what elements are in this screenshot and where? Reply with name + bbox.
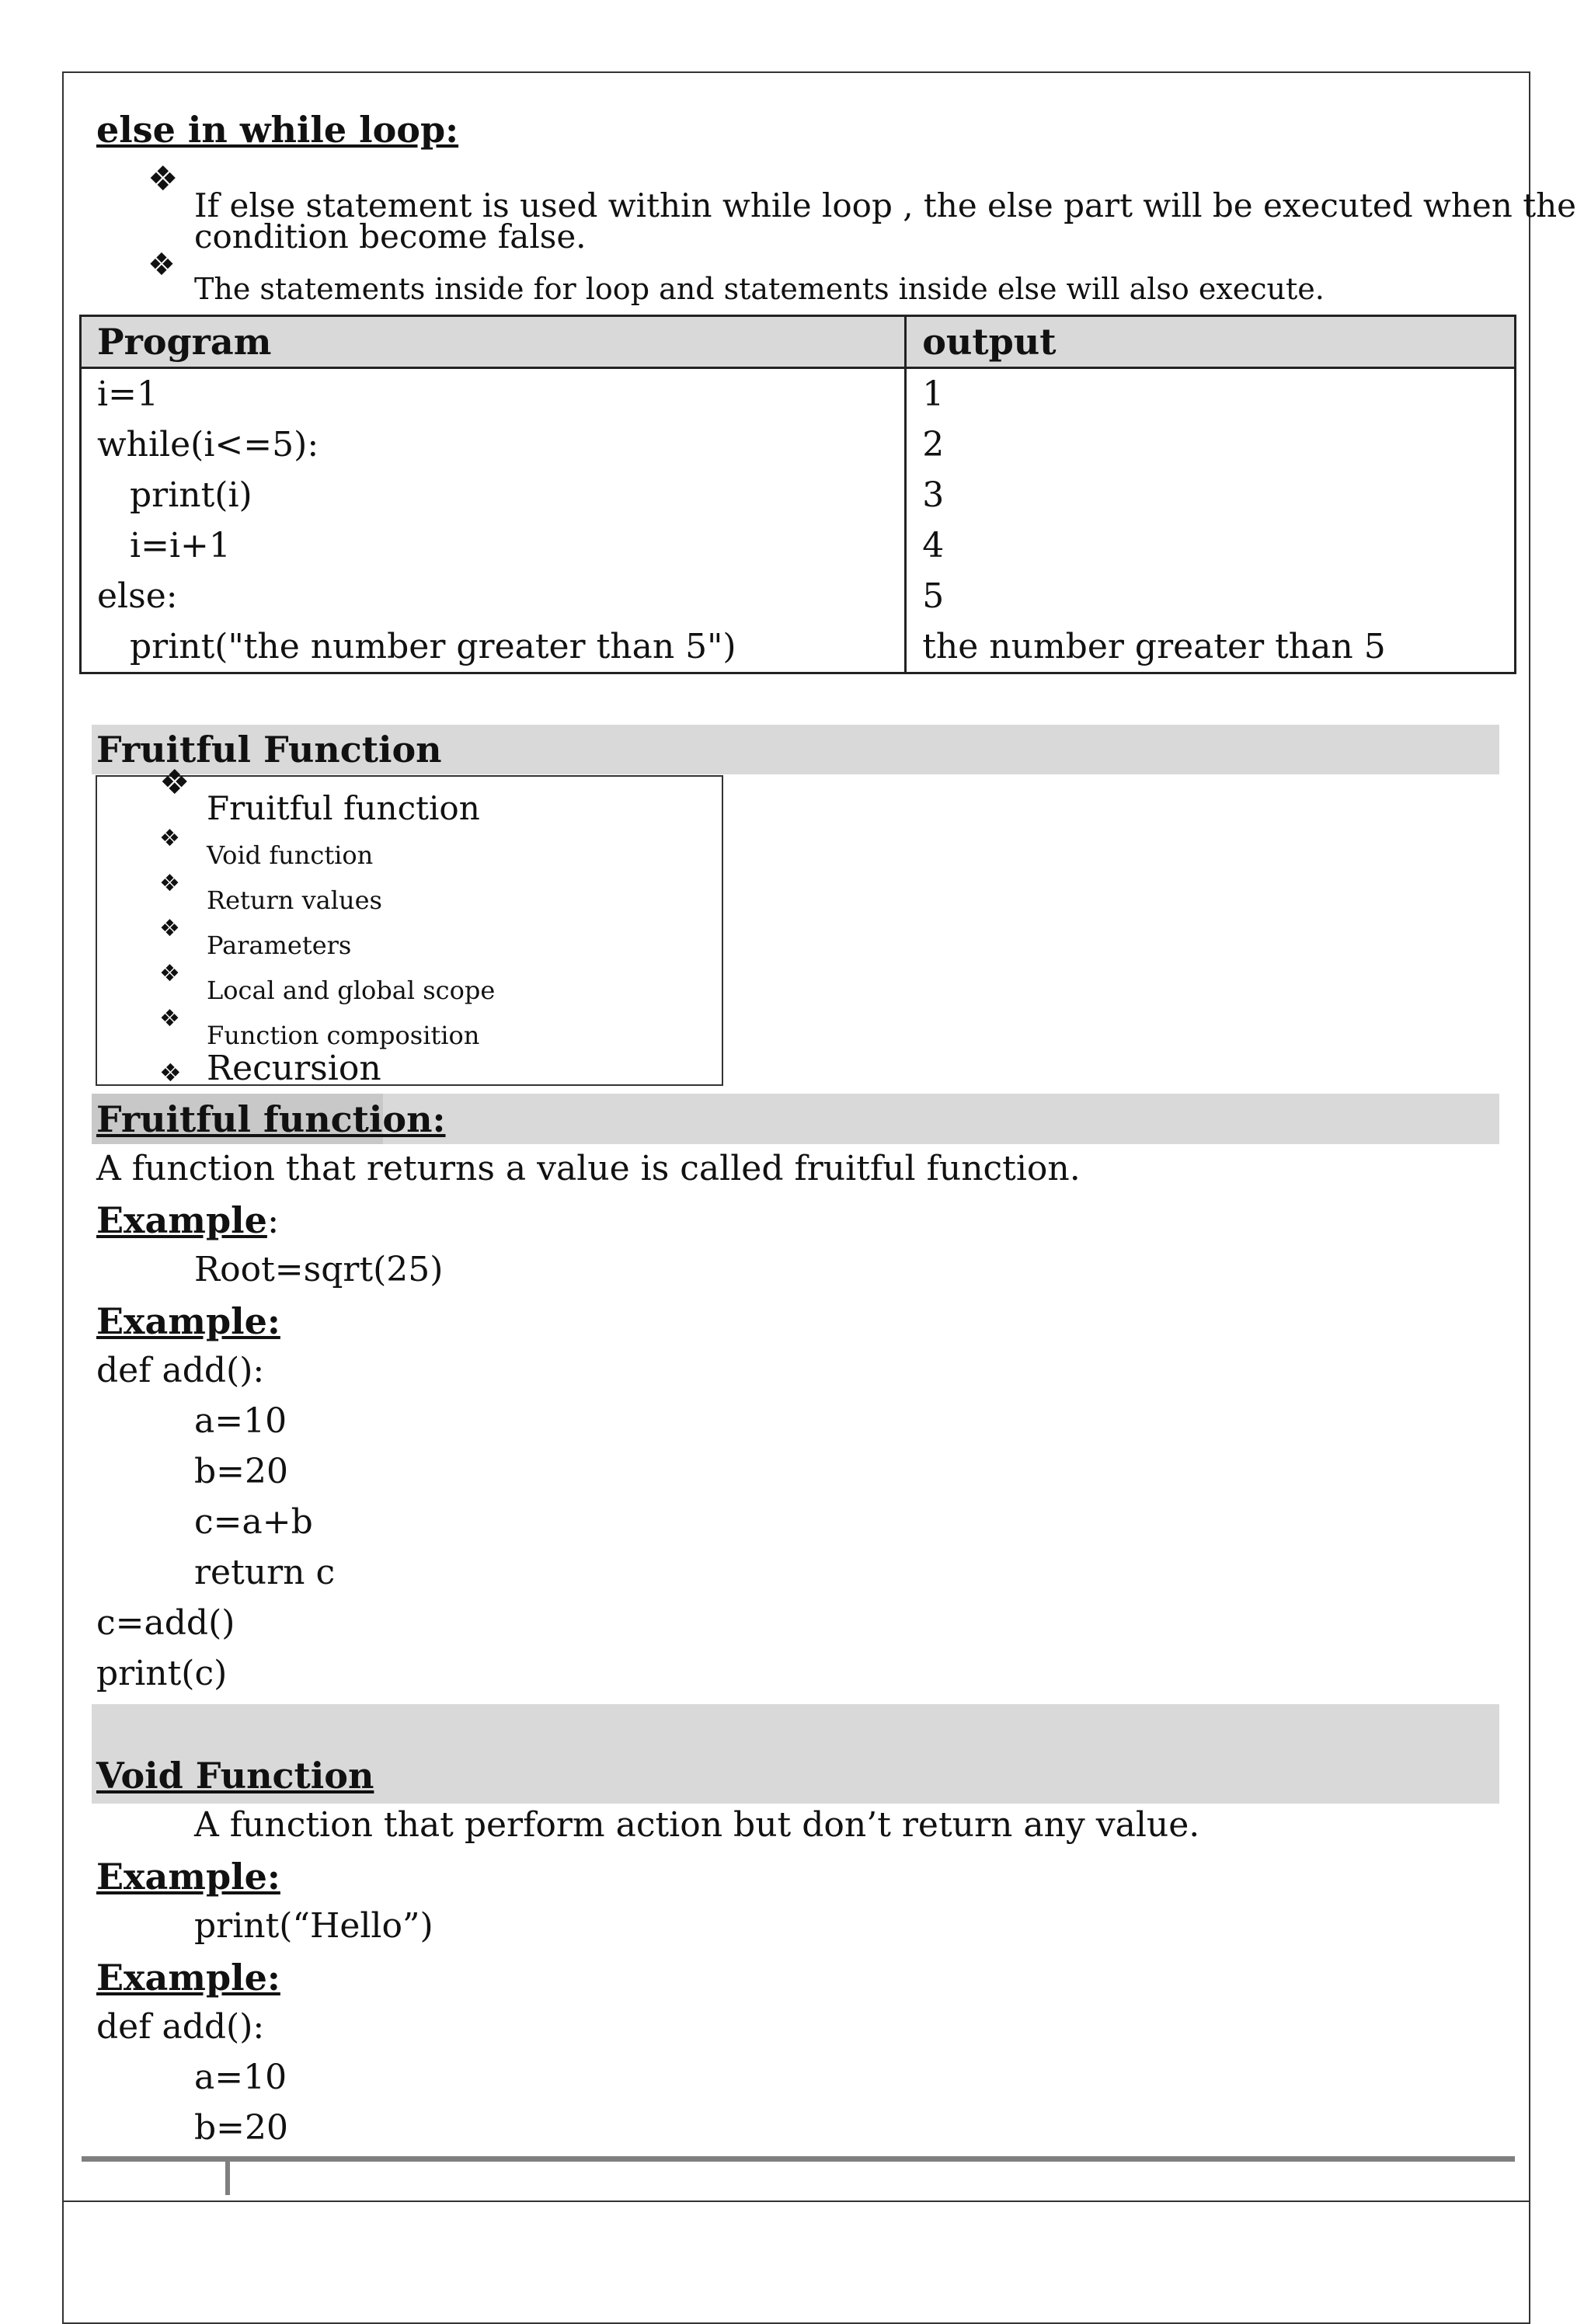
code-line: def add(): [96, 2007, 265, 2047]
example-label-colon: : [266, 1199, 280, 1241]
program-cell: else: [81, 571, 906, 621]
table-row [81, 520, 1516, 571]
code-line: c=add() [96, 1603, 235, 1643]
code-line: print(c) [96, 1654, 228, 1693]
bullet-icon: ❖ [159, 915, 180, 942]
bullet-icon: ❖ [159, 870, 180, 897]
table-row [81, 470, 1516, 520]
program-cell: i=1 [81, 368, 906, 420]
example-label: Example: [96, 1856, 280, 1898]
table-row [81, 419, 1516, 470]
topic-list-item: Fruitful function [207, 789, 480, 827]
output-cell: 3 [906, 470, 1516, 520]
output-cell: 5 [906, 571, 1516, 621]
definition-text: A function that returns a value is called fruitful function. [96, 1149, 1081, 1188]
code-line: a=10 [194, 1401, 287, 1441]
bullet-text: The statements inside for loop and statements inside else will also execute. [194, 272, 1325, 306]
footer-rule [82, 2156, 1515, 2162]
page-bottom-border [62, 2200, 1530, 2202]
example-label: Example: [96, 1957, 280, 1999]
section-heading-fruitful: Fruitful Function [96, 729, 442, 771]
table-header-program: Program [81, 316, 906, 368]
section-heading-fruitful-def: Fruitful function: [96, 1098, 446, 1140]
topic-list-item: Parameters [207, 931, 352, 960]
bullet-text: If else statement is used within while loop , the else part will be executed when the [194, 186, 1576, 224]
footer-tick [225, 2159, 230, 2195]
example-label: Example: [96, 1300, 280, 1342]
table-row [81, 621, 1516, 673]
output-cell: 4 [906, 520, 1516, 571]
code-line: a=10 [194, 2058, 287, 2097]
section-heading-void: Void Function [96, 1755, 374, 1797]
definition-text: A function that perform action but don’t return any value. [194, 1805, 1200, 1845]
topic-list-item: Void function [207, 840, 374, 870]
program-cell [81, 520, 906, 571]
example-code: Root=sqrt(25) [194, 1250, 444, 1289]
bullet-icon: ❖ [148, 159, 179, 199]
bullet-icon: ❖ [159, 825, 180, 852]
topic-list-item: Return values [207, 885, 382, 915]
example-label [96, 1199, 279, 1241]
bullet-icon: ❖ [159, 960, 180, 987]
example-code: print(“Hello”) [194, 1906, 433, 1946]
output-cell: the number greater than 5 [906, 621, 1516, 673]
program-output-table [79, 315, 1516, 674]
program-code: print(i) [130, 475, 252, 515]
program-code: i=i+1 [130, 526, 231, 565]
bullet-icon: ❖ [159, 763, 190, 802]
table-row [81, 571, 1516, 621]
bullet-icon: ❖ [148, 247, 176, 283]
bullet-text-continued: condition become false. [194, 217, 587, 256]
topic-list-item: Local and global scope [207, 976, 496, 1005]
output-cell: 1 [906, 368, 1516, 420]
program-cell [81, 470, 906, 520]
table-row [81, 368, 1516, 420]
output-cell: 2 [906, 419, 1516, 470]
program-cell [81, 621, 906, 673]
table-header-output: output [906, 316, 1516, 368]
bullet-icon: ❖ [159, 1058, 182, 1087]
code-line: c=a+b [194, 1502, 313, 1542]
example-label-text: Example [96, 1199, 267, 1241]
code-line: def add(): [96, 1351, 265, 1390]
program-cell: while(i<=5): [81, 419, 906, 470]
bullet-icon: ❖ [159, 1005, 180, 1032]
code-line: return c [194, 1553, 336, 1592]
code-line: b=20 [194, 1452, 289, 1491]
program-code: print("the number greater than 5") [130, 627, 736, 666]
topic-list-item: Function composition [207, 1021, 480, 1050]
section-heading-else-while: else in while loop: [96, 109, 459, 151]
code-line: b=20 [194, 2108, 289, 2148]
topic-list-item: Recursion [207, 1049, 381, 1088]
